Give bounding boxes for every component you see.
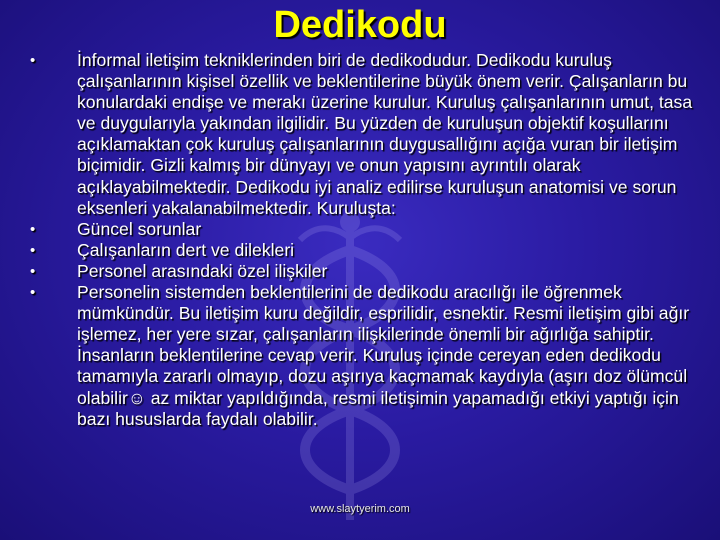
bullet-marker: • (30, 220, 36, 238)
bullet-item (30, 219, 698, 240)
bullet-marker: • (30, 241, 36, 259)
bullet-text: Çalışanların dert ve dilekleri (77, 239, 295, 260)
bullet-text: İnformal iletişim tekniklerinden biri de dedikodudur. Dedikodu kuruluş çalışanlarının kişisel özellik ve beklentilerine büyük önem verir. Çalışanların bu konulardaki endişe ve merakı üzerine kurulur. Kuruluş çalışanlarının umut, tasa ve duygularıyla yakından ilgilidir. Bu yüzden de kuruluşun objektif koşullarını açıklamaktan çok kuruluş çalışanlarının duygusallığını açığa vuran bir iletişim biçimidir. Gizli kalmış bir dünyayı ve onun yapısını ayrıntılı olarak açıklayabilmektedir. Dedikodu iyi analiz edilirse kuruluşun anatomisi ve sorun eksenleri yakalanabilmektedir. Kuruluşta: (77, 50, 693, 218)
bullet-item (30, 282, 698, 430)
bullet-text: Personelin sistemden beklentilerini de dedikodu aracılığı ile öğrenmek mümkündür. Bu iletişim kuru değildir, esprilidir, esnektir. Resmi iletişim gibi ağır işlemez, her yere sızar, çalışanların ilişkilerinde önemli bir ağırlığa sahiptir. İnsanların beklentilerine cevap verir. Kuruluş içinde cereyan eden dedikodu tamamıyla zararlı olmayıp, dozu aşırıya kaçmamak kaydıyla (aşırı doz ölümcül olabilir☺ az miktar yapıldığında, resmi iletişimin yapamadığı etkiyi yaptığı için bazı hususlarda faydalı olabilir. (77, 282, 690, 429)
bullet-text: Personel arasındaki özel ilişkiler (77, 260, 328, 281)
bullet-item (30, 261, 698, 282)
bullet-marker: • (30, 284, 36, 302)
slide-title: Dedikodu (273, 4, 447, 46)
footer-url: www.slaytyerim.com (310, 503, 410, 515)
bullet-item (30, 240, 698, 261)
bullet-list (30, 50, 698, 430)
bullet-marker: • (30, 52, 36, 69)
bullet-marker: • (30, 262, 36, 280)
bullet-item (30, 50, 698, 219)
bullet-text: Güncel sorunlar (77, 218, 202, 239)
